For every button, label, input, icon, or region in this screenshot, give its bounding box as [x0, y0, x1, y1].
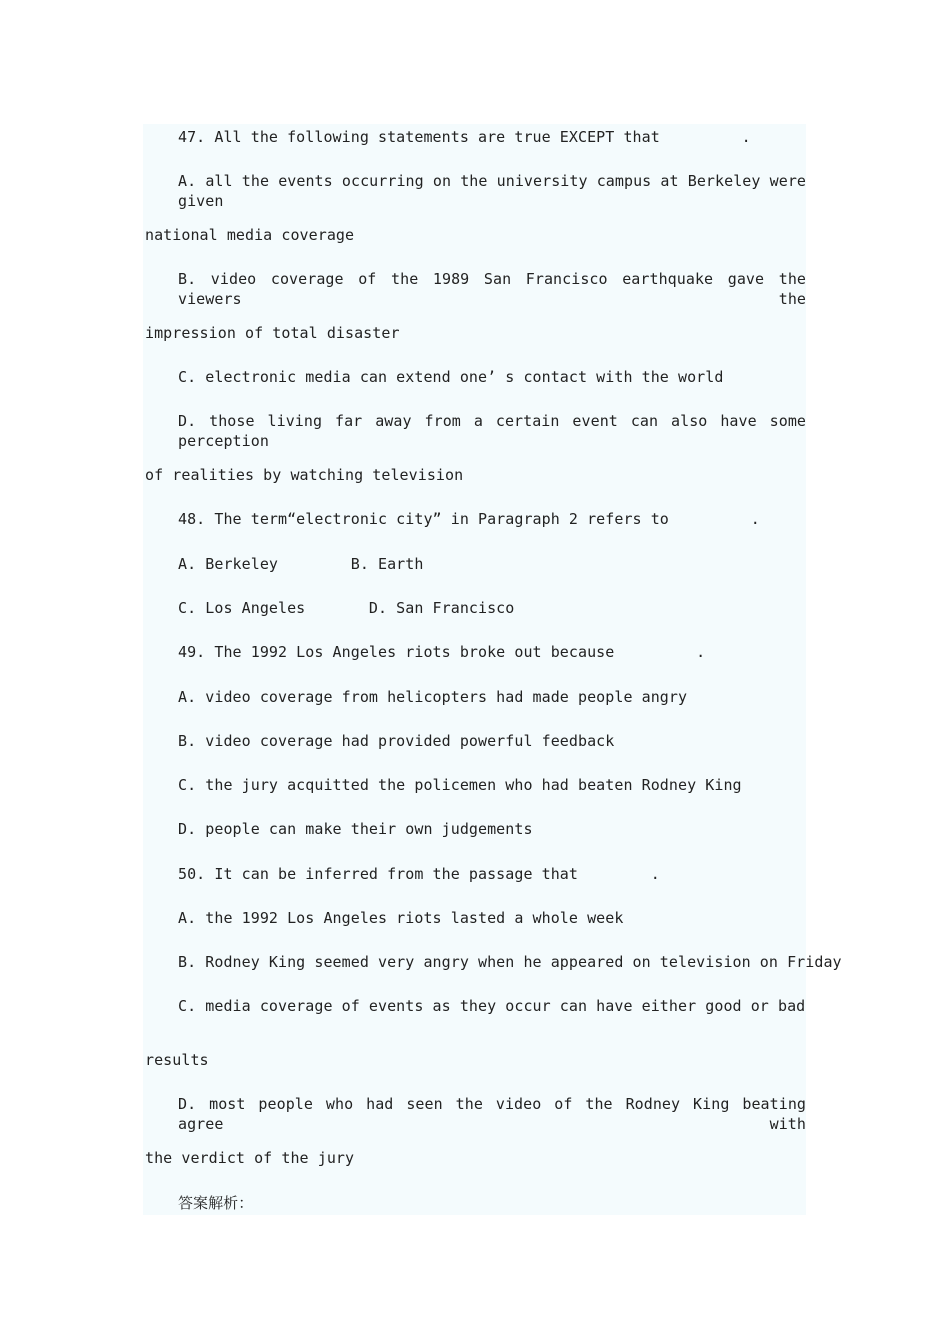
- question-50-option-a: A. the 1992 Los Angeles riots lasted a whole week: [178, 909, 624, 927]
- question-48-stem: 48. The term“electronic city” in Paragraph 2 refers to .: [178, 510, 760, 528]
- question-47-option-b-line-2: impression of total disaster: [145, 324, 400, 342]
- question-47-option-d-line-1: D. those living far away from a certain event can also have some perception: [178, 412, 806, 450]
- question-47-option-a-line-1: A. all the events occurring on the university campus at Berkeley were given: [178, 172, 806, 210]
- question-47-option-a-line-2: national media coverage: [145, 226, 355, 244]
- question-49-option-a: A. video coverage from helicopters had made people angry: [178, 688, 688, 706]
- question-47-option-c: C. electronic media can extend one’ s contact with the world: [178, 368, 724, 386]
- question-50-option-d-line-1: D. most people who had seen the video of the Rodney King beating agree with: [178, 1095, 806, 1133]
- question-47-option-d-line-2: of realities by watching television: [145, 466, 464, 484]
- question-50-option-d-line-2: the verdict of the jury: [145, 1149, 355, 1167]
- question-48-options-a-b: A. Berkeley B. Earth: [178, 555, 424, 573]
- question-50-option-c-line-1: C. media coverage of events as they occur can have either good or bad: [178, 997, 806, 1015]
- question-50-option-b: B. Rodney King seemed very angry when he appeared on television on Friday: [178, 953, 842, 971]
- question-49-option-c: C. the jury acquitted the policemen who had beaten Rodney King: [178, 776, 742, 794]
- question-49-option-b: B. video coverage had provided powerful feedback: [178, 732, 615, 750]
- answer-analysis-heading: 答案解析：: [178, 1194, 254, 1212]
- question-47-option-b-line-1: B. video coverage of the 1989 San Francisco earthquake gave the viewers the: [178, 270, 806, 308]
- question-50-option-c-line-2: results: [145, 1051, 209, 1069]
- question-50-stem: 50. It can be inferred from the passage that .: [178, 865, 660, 883]
- question-48-options-c-d: C. Los Angeles D. San Francisco: [178, 599, 515, 617]
- question-49-option-d: D. people can make their own judgements: [178, 820, 533, 838]
- question-49-stem: 49. The 1992 Los Angeles riots broke out because .: [178, 643, 706, 661]
- question-47-stem: 47. All the following statements are true EXCEPT that .: [178, 128, 751, 146]
